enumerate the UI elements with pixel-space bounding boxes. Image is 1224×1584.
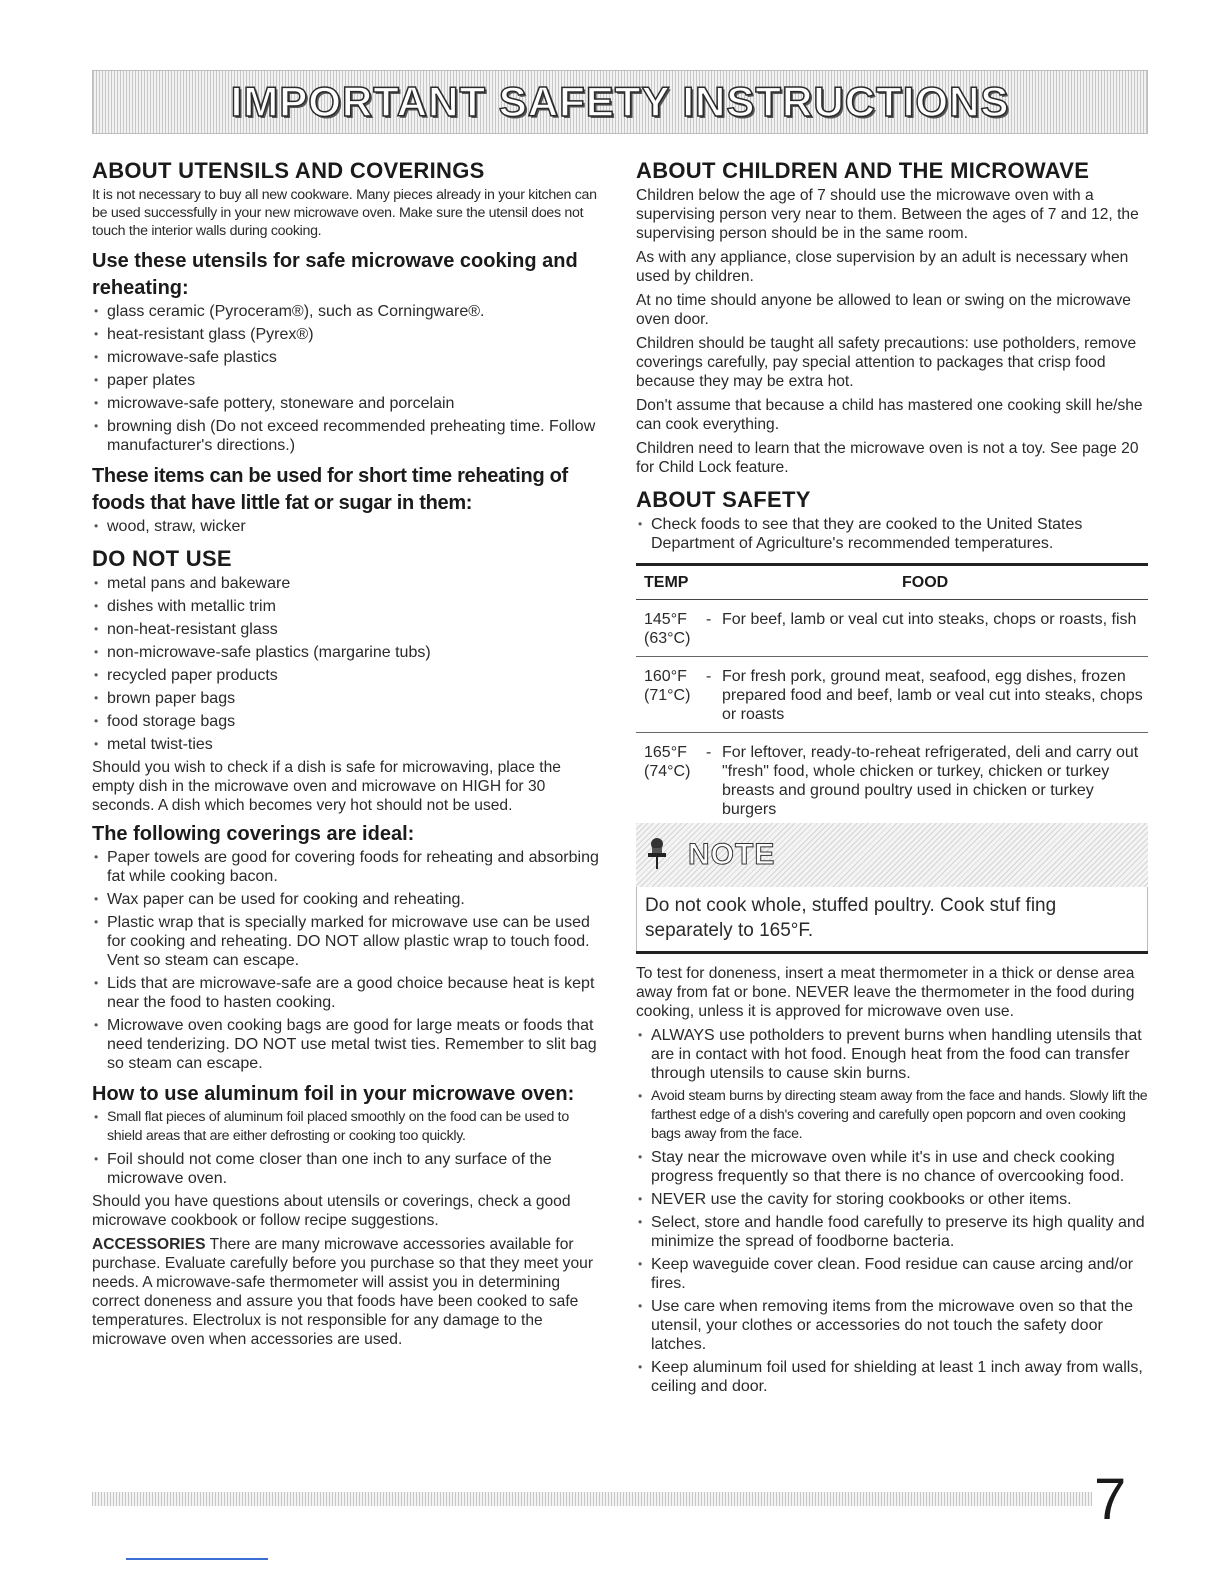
- aluminum-foil-heading: How to use aluminum foil in your microwave oven:: [92, 1083, 575, 1105]
- safety-intro-list: [636, 515, 1148, 553]
- page-title: IMPORTANT SAFETY INSTRUCTIONS: [230, 78, 1010, 125]
- children-heading: ABOUT CHILDREN AND THE MICROWAVE: [636, 158, 1090, 183]
- temperature-table: [636, 563, 1148, 823]
- utensils-intro: It is not necessary to buy all new cookware. Many pieces already in your kitchen can be used successfully in your new microwave oven. Make sure the utensil does not touch the interior walls during cooking.: [92, 187, 597, 239]
- right-column: [636, 158, 1148, 1400]
- temp-celsius: (63°C): [644, 630, 691, 647]
- safe-utensils-list: [92, 302, 606, 455]
- list-item: • Small flat pieces of aluminum foil placed smoothly on the food can be used to shield areas that are either defrosting or cooking too quickly.: [92, 1108, 606, 1146]
- list-item: • paper plates: [92, 371, 606, 390]
- list-item: • recycled paper products: [92, 666, 606, 685]
- list-item: • ALWAYS use potholders to prevent burns when handling utensils that are in contact with hot food. Enough heat from the food can transfer through utensils to cause skin burns.: [636, 1026, 1148, 1083]
- do-not-use-heading: DO NOT USE: [92, 546, 232, 571]
- dash: -: [706, 668, 712, 685]
- list-item: • Foil should not come closer than one inch to any surface of the microwave oven.: [92, 1150, 606, 1188]
- children-paragraph: Don't assume that because a child has mastered one cooking skill he/she can cook everything.: [636, 397, 1143, 433]
- list-item: • glass ceramic (Pyroceram®), such as Corningware®.: [92, 302, 606, 321]
- list-item: • metal pans and bakeware: [92, 574, 606, 593]
- dash: -: [706, 611, 712, 628]
- list-item: • Stay near the microwave oven while it's in use and check cooking progress frequently so that there is no chance of overcooking food.: [636, 1148, 1148, 1186]
- list-item: • Keep aluminum foil used for shielding at least 1 inch away from walls, ceiling and door.: [636, 1358, 1148, 1396]
- safe-utensils-heading: Use these utensils for safe microwave cooking and reheating:: [92, 250, 578, 299]
- list-item: • Wax paper can be used for cooking and reheating.: [92, 890, 606, 909]
- temp-fahrenheit: 160°F: [644, 668, 687, 685]
- list-item: • Paper towels are good for covering foods for reheating and absorbing fat while cooking bacon.: [92, 848, 606, 886]
- column-header-temp: TEMP: [644, 573, 689, 591]
- do-not-use-list: [92, 574, 606, 754]
- list-item: • Select, store and handle food carefully to preserve its high quality and minimize the spread of foodborne bacteria.: [636, 1213, 1148, 1251]
- dash: -: [706, 744, 712, 761]
- list-item: • wood, straw, wicker: [92, 517, 606, 536]
- list-item: • NEVER use the cavity for storing cookbooks or other items.: [636, 1190, 1148, 1209]
- title-banner: [92, 70, 1148, 134]
- accessories-label: ACCESSORIES: [92, 1236, 206, 1253]
- list-item: • non-heat-resistant glass: [92, 620, 606, 639]
- note-box: [636, 823, 1148, 954]
- note-text: Do not cook whole, stuffed poultry. Cook stuf fing separately to 165°F.: [636, 887, 1148, 951]
- children-paragraph: At no time should anyone be allowed to lean or swing on the microwave oven door.: [636, 292, 1131, 328]
- temp-cell: [644, 610, 706, 648]
- temp-cell: [644, 743, 706, 819]
- list-item: • Plastic wrap that is specially marked for microwave use can be used for cooking and reheating. DO NOT allow plastic wrap to touch food. Vent so steam can escape.: [92, 913, 606, 970]
- list-item: • microwave-safe pottery, stoneware and porcelain: [92, 394, 606, 413]
- children-paragraph: As with any appliance, close supervision by an adult is necessary when used by children.: [636, 249, 1129, 285]
- children-paragraph: Children need to learn that the microwave oven is not a toy. See page 20 for Child Lock feature.: [636, 440, 1139, 476]
- safety-heading: ABOUT SAFETY: [636, 487, 811, 512]
- list-item: • Microwave oven cooking bags are good for large meats or foods that need tenderizing. DO NOT use metal twist ties. Remember to slit bag so steam can escape.: [92, 1016, 606, 1073]
- coverings-list: [92, 848, 606, 1073]
- doneness-text: To test for doneness, insert a meat thermometer in a thick or dense area away from fat or bone. NEVER leave the thermometer in the food during cooking, unless it is approved for microwave oven use.: [636, 965, 1135, 1020]
- accessories-paragraph: [92, 1235, 606, 1349]
- short-reheating-heading: These items can be used for short time reheating of foods that have little fat or sugar in them:: [92, 465, 568, 514]
- food-cell: For fresh pork, ground meat, seafood, egg dishes, frozen prepared food and beef, lamb or veal cut into steaks, chops or roasts: [722, 668, 1143, 723]
- list-item: • Avoid steam burns by directing steam away from the face and hands. Slowly lift the farthest edge of a dish's covering and carefully open popcorn and oven cooking bags away from the face.: [636, 1087, 1148, 1144]
- aluminum-foil-list: [92, 1108, 606, 1188]
- temp-celsius: (71°C): [644, 687, 691, 704]
- temp-fahrenheit: 165°F: [644, 744, 687, 761]
- list-item: • microwave-safe plastics: [92, 348, 606, 367]
- safety-list: [636, 1026, 1148, 1396]
- list-item: • dishes with metallic trim: [92, 597, 606, 616]
- divider: [126, 1558, 268, 1560]
- list-item: • Check foods to see that they are cooked to the United States Department of Agriculture's recommended temperatures.: [636, 515, 1148, 553]
- list-item: • Lids that are microwave-safe are a good choice because heat is kept near the food to hasten cooking.: [92, 974, 606, 1012]
- note-header: [636, 823, 1148, 887]
- utensils-heading: ABOUT UTENSILS AND COVERINGS: [92, 158, 485, 183]
- short-reheating-list: [92, 517, 606, 536]
- pushpin-icon: [644, 836, 670, 875]
- list-item: • non-microwave-safe plastics (margarine tubs): [92, 643, 606, 662]
- table-row: [636, 657, 1148, 733]
- column-header-food: FOOD: [902, 573, 949, 591]
- temp-celsius: (74°C): [644, 763, 691, 780]
- children-paragraph: Children below the age of 7 should use the microwave oven with a supervising person very near to them. Between the ages of 7 and 12, the supervising person should be in the same room.: [636, 187, 1139, 242]
- list-item: • Use care when removing items from the microwave oven so that the utensil, your clothes or accessories do not touch the safety door latches.: [636, 1297, 1148, 1354]
- list-item: • food storage bags: [92, 712, 606, 731]
- list-item: • Keep waveguide cover clean. Food residue can cause arcing and/or fires.: [636, 1255, 1148, 1293]
- questions-text: Should you have questions about utensils or coverings, check a good microwave cookbook or follow recipe suggestions.: [92, 1193, 571, 1229]
- table-row: [636, 733, 1148, 823]
- temp-cell: [644, 667, 706, 724]
- list-item: • brown paper bags: [92, 689, 606, 708]
- food-cell: For leftover, ready-to-reheat refrigerated, deli and carry out "fresh" food, whole chicken or turkey, chicken or turkey breasts and ground poultry used in chicken or turkey burgers: [722, 744, 1139, 818]
- accessories-text: There are many microwave accessories available for purchase. Evaluate carefully before you purchase so that they meet your needs. A microwave-safe thermometer will assist you in determining correct doneness and assure you that foods have been cooked to safe temperatures. Electrolux is not responsible for any damage to the microwave oven when accessories are used.: [92, 1236, 594, 1348]
- left-column: [92, 158, 606, 1354]
- temp-fahrenheit: 145°F: [644, 611, 687, 628]
- check-dish-text: Should you wish to check if a dish is safe for microwaving, place the empty dish in the microwave oven and microwave on HIGH for 30 seconds. A dish which becomes very hot should not be used.: [92, 759, 561, 814]
- footer-strip: [92, 1492, 1092, 1506]
- children-paragraph: Children should be taught all safety precautions: use potholders, remove coverings carefully, pay special attention to packages that crisp food because they may be extra hot.: [636, 335, 1137, 390]
- table-row: [636, 600, 1148, 657]
- list-item: • metal twist-ties: [92, 735, 606, 754]
- table-header: [636, 566, 1148, 600]
- list-item: • browning dish (Do not exceed recommended preheating time. Follow manufacturer's directions.): [92, 417, 606, 455]
- page-number: 7: [1094, 1467, 1127, 1532]
- list-item: • heat-resistant glass (Pyrex®): [92, 325, 606, 344]
- food-cell: For beef, lamb or veal cut into steaks, chops or roasts, fish: [722, 611, 1137, 628]
- note-title: NOTE: [688, 838, 776, 871]
- coverings-heading: The following coverings are ideal:: [92, 823, 415, 845]
